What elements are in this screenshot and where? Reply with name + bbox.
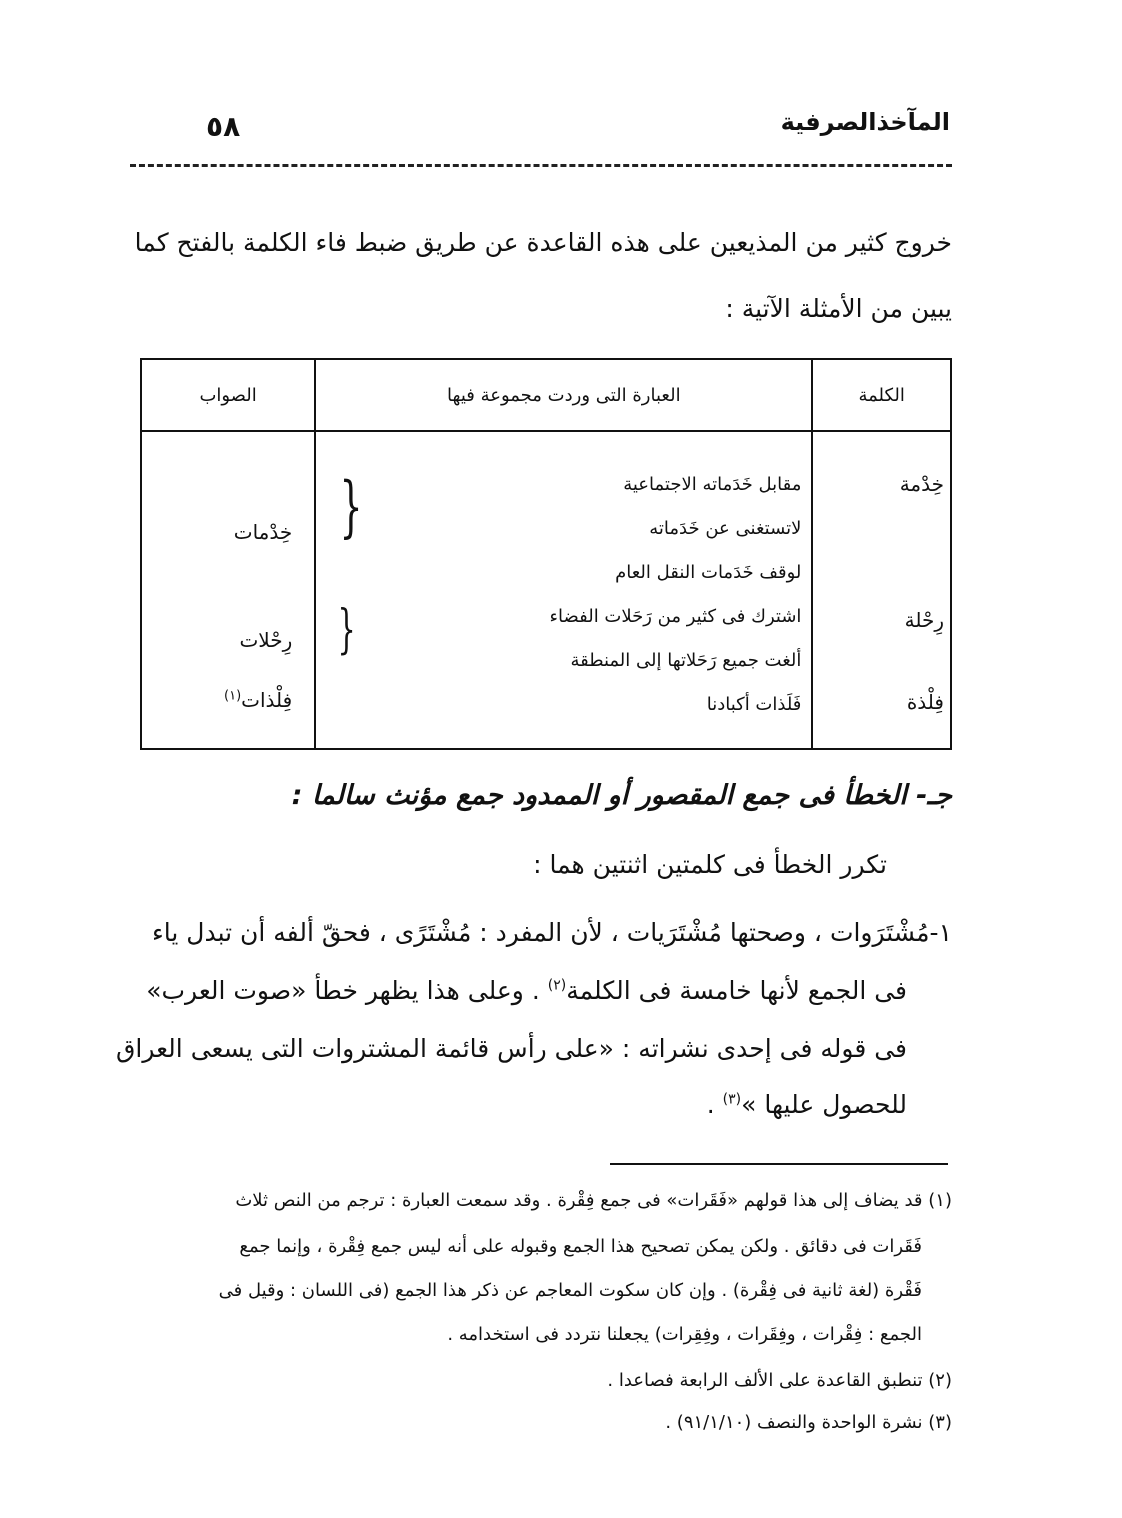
phrase-item: فَلَذات أكبادنا bbox=[706, 694, 802, 715]
phrase-cell bbox=[315, 431, 812, 749]
footnote-3: (٣) نشرة الواحدة والنصف (٩١/١/١٠) . bbox=[665, 1412, 952, 1433]
footnote-ref: (١) bbox=[224, 688, 242, 704]
header-word: الكلمة bbox=[812, 359, 951, 431]
body-end-dot: . bbox=[706, 1090, 715, 1119]
correct-rihlat: رِحْلات bbox=[239, 628, 293, 652]
section-lead: تكرر الخطأ فى كلمتين اثنتين هما : bbox=[533, 850, 887, 879]
body-line-text: فى الجمع لأنها خامسة فى الكلمة bbox=[566, 976, 907, 1005]
correct-cell bbox=[141, 431, 315, 749]
phrase-item: ألغت جميع رَحَلاتها إلى المنطقة bbox=[570, 650, 802, 671]
body-line: فى قوله فى إحدى نشراته : «على رأس قائمة المشتروات التى يسعى العراق bbox=[115, 1034, 907, 1063]
intro-line-2: يبين من الأمثلة الآتية : bbox=[725, 294, 952, 323]
header-correct: الصواب bbox=[141, 359, 315, 431]
footnote-1-line: الجمع : فِقْرات ، وفِقَرات ، وفِقِرات) يجعلنا نتردد فى استخدامه . bbox=[447, 1324, 922, 1345]
footnote-2: (٢) تنطبق القاعدة على الألف الرابعة فصاعدا . bbox=[607, 1370, 952, 1391]
body-line: ١-مُشْتَرَوات ، وصحتها مُشْتَرَيات ، لأن المفرد : مُشْتَرًى ، فحقّ ألفه أن تبدل ياء bbox=[152, 918, 952, 947]
table-body-row bbox=[141, 431, 951, 749]
intro-line-1: خروج كثير من المذيعين على هذه القاعدة عن طريق ضبط فاء الكلمة بالفتح كما bbox=[134, 228, 952, 257]
body-line bbox=[707, 1090, 907, 1119]
phrase-item: لوقف خَدَمات النقل العام bbox=[615, 562, 802, 583]
group-brace: { bbox=[337, 600, 356, 660]
body-line-text: للحصول عليها » bbox=[741, 1090, 907, 1119]
page-number: ٥٨ bbox=[206, 110, 241, 143]
word-khidma: خِدْمة bbox=[899, 472, 944, 496]
phrase-item: اشترك فى كثير من رَحَلات الفضاء bbox=[549, 606, 802, 627]
correct-khidmat: خِدْمات bbox=[233, 520, 293, 544]
word-filza: فِلْذة bbox=[906, 690, 944, 714]
body-line bbox=[146, 976, 907, 1005]
footnote-1-line: فَقْرة (لغة ثانية فى فِقْرة) . وإن كان سكوت المعاجم عن ذكر هذا الجمع (فى اللسان : وقيل فى bbox=[218, 1280, 922, 1301]
correct-filzat-word: فِلْذات bbox=[241, 688, 293, 712]
header-phrase: العبارة التى وردت مجموعة فيها bbox=[315, 359, 812, 431]
footnote-rule bbox=[610, 1163, 948, 1165]
examples-table bbox=[140, 358, 952, 750]
correct-filzat bbox=[224, 688, 292, 712]
header-rule bbox=[130, 164, 952, 167]
section-heading: جـ- الخطأ فى جمع المقصور أو الممدود جمع مؤنث سالما : bbox=[291, 780, 952, 811]
word-rihla: رِحْلة bbox=[904, 608, 944, 632]
word-cell bbox=[812, 431, 951, 749]
footnote-1-line: (١) قد يضاف إلى هذا قولهم «فَقَرات» فى جمع فِقْرة . وقد سمعت العبارة : ترجم من النص ثلاث bbox=[235, 1190, 952, 1211]
footnote-1-line: فَقَرات فى دقائق . ولكن يمكن تصحيح هذا الجمع وقبوله على أنه ليس جمع فِقْرة ، وإنما جمع bbox=[239, 1236, 922, 1257]
footnote-ref: (٣) bbox=[722, 1091, 742, 1108]
phrase-item: لاتستغنى عن خَدَماته bbox=[649, 518, 802, 539]
running-title: المآخذالصرفية bbox=[780, 108, 950, 136]
body-line-text: . وعلى هذا يظهر خطأ «صوت العرب» bbox=[146, 976, 540, 1005]
group-brace: { bbox=[339, 468, 363, 545]
phrase-item: مقابل خَدَماته الاجتماعية bbox=[623, 474, 802, 495]
footnote-ref: (٢) bbox=[547, 977, 567, 994]
table-header-row bbox=[141, 359, 951, 431]
